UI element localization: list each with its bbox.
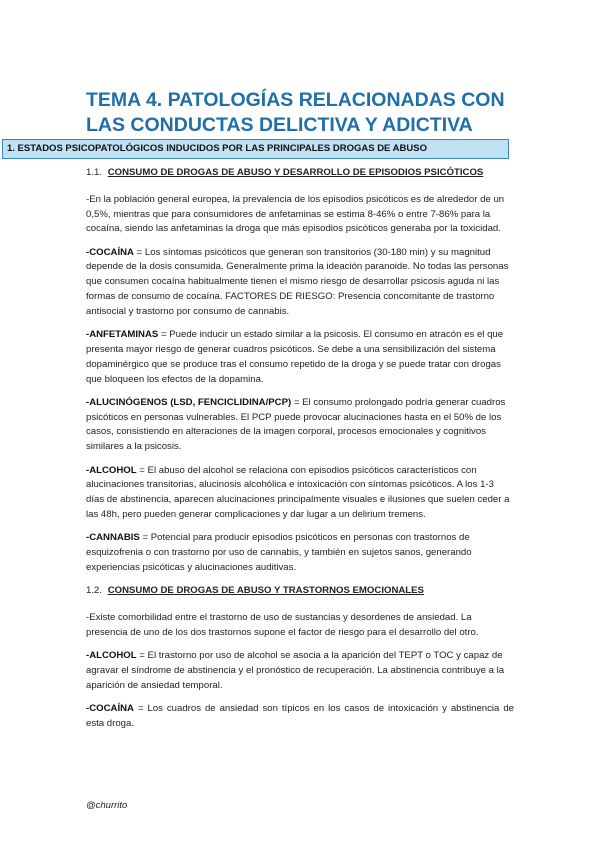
page-title: TEMA 4. PATOLOGÍAS RELACIONADAS CON LAS CONDUCTAS DELICTIVA Y ADICTIVA [86, 89, 505, 136]
subsection-heading-1-1 [86, 166, 514, 181]
text-alcohol: = El abuso del alcohol se relaciona con episodios psicóticos característicos con alucinaciones transitorias, alucinosis alcohólica e intoxicación con síntomas psicóticos. A los 1-3 días de abstinencia, aparecen alucinaciones principalmente visuales e ilusiones que suelen ceder a las 48h, pero pueden generar complicaciones y dar lugar a un delirium tremens. [86, 464, 510, 520]
paragraph-comorbilidad: -Existe comorbilidad entre el trastorno de uso de sustancias y desordenes de ansiedad. La presencia de uno de los dos trastornos supone el factor de riesgo para el desarrollo del otro. [86, 611, 479, 638]
subsection-title: CONSUMO DE DROGAS DE ABUSO Y TRASTORNOS EMOCIONALES [107, 585, 424, 597]
paragraph-alcohol [86, 464, 514, 523]
term-alcohol: -ALCOHOL [86, 464, 137, 476]
term-cannabis: -CANNABIS [86, 532, 140, 544]
text-cocaina: = Los síntomas psicóticos que generan son transitorios (30-180 min) y su magnitud depende de la dosis consumida. Generalmente prima la ideación paranoide. No todas las personas que consumen cocaína habitualmente tienen el mismo riesgo de desarrollar psicosis aguda ni las formas de consumo de cocaína. FACTORES DE RIESGO: Presencia concomitante de trastorno antisocial y trastorno por consumo de cannabis. [86, 246, 509, 317]
paragraph-cocaina-emocional [86, 702, 514, 732]
section-header: 1. ESTADOS PSICOPATOLÓGICOS INDUCIDOS POR LAS PRINCIPALES DROGAS DE ABUSO [2, 139, 509, 159]
term-cocaina: -COCAÍNA [86, 246, 134, 258]
term-alucinogenos: -ALUCINÓGENOS (LSD, FENCICLIDINA/PCP) [86, 396, 292, 408]
subsection-title: CONSUMO DE DROGAS DE ABUSO Y DESARROLLO DE EPISODIOS PSICÓTICOS [107, 167, 484, 178]
paragraph-cocaina [86, 246, 514, 320]
footer-author: @churrito [86, 800, 128, 811]
paragraph-prevalence: -En la población general europea, la prevalencia de los episodios psicóticos es de alrededor de un 0,5%, mientras que para consumidores de anfetaminas se estima 8-46% o entre 7-86% para la cocaína, siendo las anfetaminas la droga que más episodios psicóticos generaba por la toxicidad. [86, 193, 505, 235]
text-alucinogenos: = El consumo prolongado podría generar cuadros psicóticos en personas vulnerables. El PCP puede provocar alucinaciones hasta en el 50% de los casos, consistiendo en alteraciones de la imagen corporal, procesos emocionales y cognitivos similares a la psicosis. [86, 396, 506, 453]
subsection-number: 1.1. [86, 167, 103, 178]
document-body [86, 166, 514, 740]
paragraph-anfetaminas [86, 328, 514, 387]
paragraph-alcohol-emocional [86, 649, 514, 693]
text-alcohol-emocional: = El trastorno por uso de alcohol se asocia a la aparición del TEPT o TOC y capaz de agravar el síndrome de abstinencia y el pronóstico de recuperación. La abstinencia contribuye a la aparición de ansiedad temporal. [86, 650, 505, 691]
text-anfetaminas: = Puede inducir un estado similar a la psicosis. El consumo en atracón es el que presenta mayor riesgo de generar cuadros psicóticos. Se debe a una sensibilización del sistema dopaminérgico que se produce tras el consumo repetido de la droga y se puede tratar con drogas que bloqueen los efectos de la dopamina. [86, 329, 504, 385]
text-cocaina-emocional: = Los cuadros de ansiedad son típicos en los casos de intoxicación y abstinencia de esta droga. [86, 702, 514, 729]
subsection-number: 1.2. [86, 585, 103, 597]
paragraph-alucinogenos [86, 396, 514, 455]
term-alcohol-emocional: -ALCOHOL [86, 650, 137, 662]
text-cannabis: = Potencial para producir episodios psicóticos en personas con trastornos de esquizofrenia o con trastorno por uso de cannabis, y también en sujetos sanos, generando experiencias psicóticas y alucinaciones auditivas. [86, 532, 472, 573]
term-cocaina-emocional: -COCAÍNA [86, 702, 134, 714]
subsection-heading-1-2 [86, 584, 514, 599]
paragraph-cannabis [86, 531, 514, 575]
term-anfetaminas: -ANFETAMINAS [86, 329, 159, 341]
